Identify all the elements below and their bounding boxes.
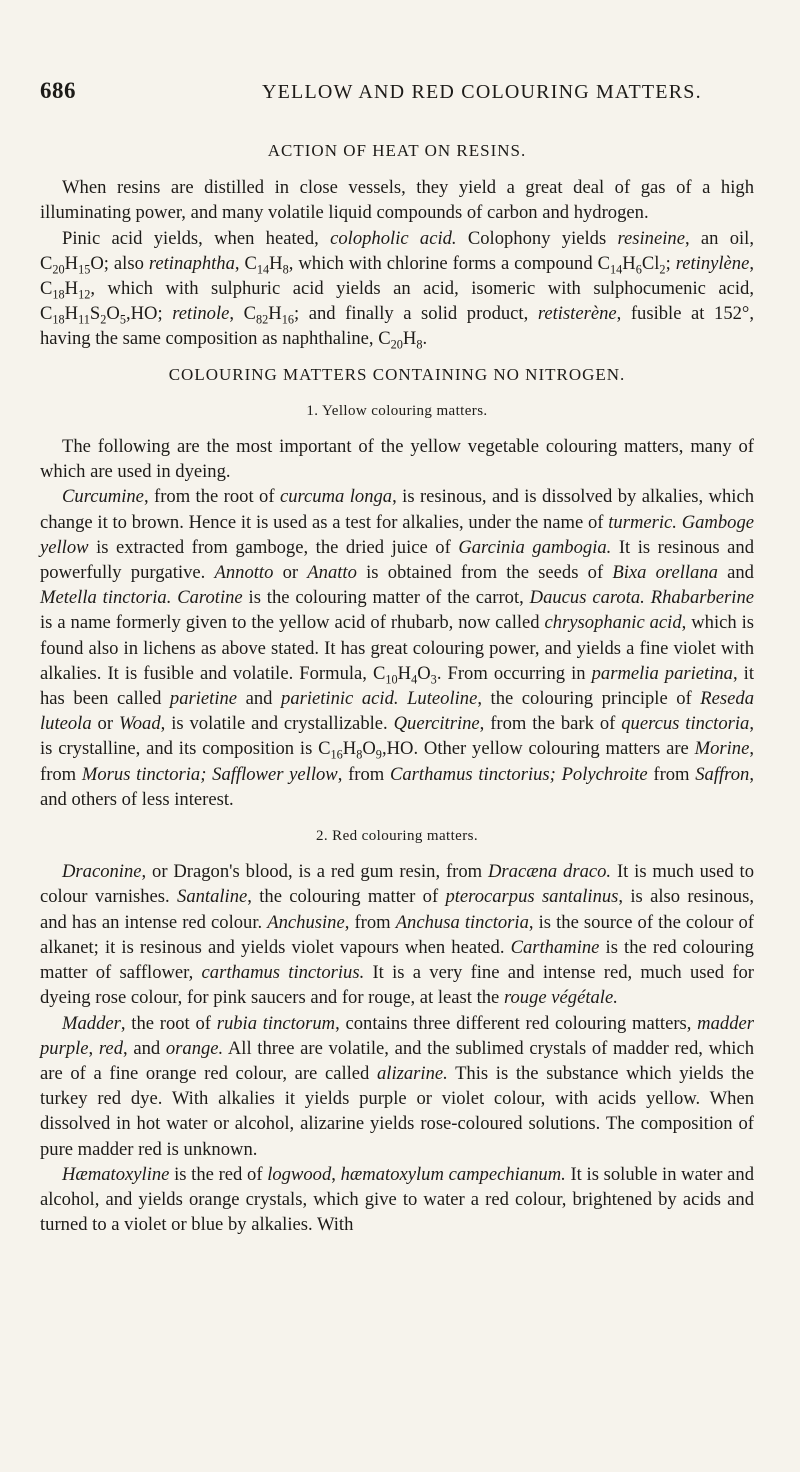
running-title: YELLOW AND RED COLOURING MATTERS. (262, 81, 702, 103)
page-number: 686 (40, 78, 76, 103)
paragraph-madder: Madder, the root of rubia tinctorum, contains three different red colouring matters, madder purple, red, and orange. All three are volatile, and the sublimed crystals of madder red, which are of a fine orange red colour, are called alizarine. This is the substance which yields the turkey red dye. With alkalies it yields purple or violet colour, with acids yellow. When dissolved in hot water or alcohol, alizarine yields rose-coloured solutions. The composition of pure madder red is unknown. (40, 1012, 755, 1160)
subheading-red: 2. Red colouring matters. (315, 828, 479, 845)
section-heading-heat-on-resins: ACTION OF HEAT ON RESINS. (267, 141, 527, 160)
page-body (40, 138, 754, 1237)
paragraph-haematoxyline: Hæmatoxyline is the red of logwood, hæmatoxylum campechianum. It is soluble in water and alcohol, and yields orange crystals, which give to water a red colour, brightened by acids and turned to a violet or blue by alkalies. With (40, 1163, 755, 1236)
paragraph-yellow-matters: Curcumine, from the root of curcuma longa, is resinous, and is dissolved by alkalies, which change it to brown. Hence it is used as a test for alkalies, under the name of turmeric. Gamboge yellow is extracted from gamboge, the dried juice of Garcinia gambogia. It is resinous and powerfully purgative. Annotto or Anatto is obtained from the seeds of Bixa orellana and Metella tinctoria. Carotine is the colouring matter of the carrot, Daucus carota. Rhabarberine is a name formerly given to the yellow acid of rhubarb, now called chrysophanic acid, which is found also in lichens as above stated. It has great colouring power, and yields a fine violet with alkalies. It is fusible and volatile. Formula, $C_{10}H_4O_3$. From occurring in parmelia parietina, it has been called parietine and parietinic acid. Luteoline, the colouring principle of Reseda luteola or Woad, is volatile and crystallizable. Quercitrine, from the bark of quercus tinctoria, is crystalline, and its composition is $C_{16}H_8O_9,HO$. Other yellow colouring matters are Morine, from Morus tinctoria; Safflower yellow, from Carthamus tinctorius; Polychroite from Saffron, and others of less interest. (40, 486, 755, 810)
running-head (40, 78, 754, 114)
paragraph-red-matters: Draconine, or Dragon's blood, is a red gum resin, from Dracæna draco. It is much used to colour varnishes. Santaline, the colouring matter of pterocarpus santalinus, is also resinous, and has an intense red colour. Anchusine, from Anchusa tinctoria, is the source of the colour of alkanet; it is resinous and yields violet vapours when heated. Carthamine is the red colouring matter of safflower, carthamus tinctorius. It is a very fine and intense red, much used for dyeing rose colour, for pink saucers and for rouge, at least the rouge végétale. (40, 861, 754, 1009)
paragraph-yellow-intro: The following are the most important of the yellow vegetable colouring matters, many of which are used in dyeing. (40, 436, 754, 483)
subheading-yellow: 1. Yellow colouring matters. (306, 402, 488, 419)
section-heading-no-nitrogen: COLOURING MATTERS CONTAINING NO NITROGEN. (168, 364, 626, 384)
paragraph-distillation: When resins are distilled in close vessels, they yield a great deal of gas of a high illuminating power, and many volatile liquid compounds of carbon and hydrogen. (40, 177, 754, 224)
paragraph-pinic-acid: Pinic acid yields, when heated, colopholic acid. Colophony yields resineine, an oil, $C_{20}H_{15}O$; also retinaphtha, $C_{14}H_8$, which with chlorine forms a compound $C_{14}H_6Cl_2$; retinylène, $C_{18}H_{12}$, which with sulphuric acid yields an acid, isomeric with sulphocumenic acid, $C_{18}H_{11}S_2O_5,HO$; retinole, $C_{82}H_{16}$; and finally a solid product, retisterène, fusible at 152°, having the same composition as naphthaline, $C_{20}H_8$. (40, 227, 754, 352)
